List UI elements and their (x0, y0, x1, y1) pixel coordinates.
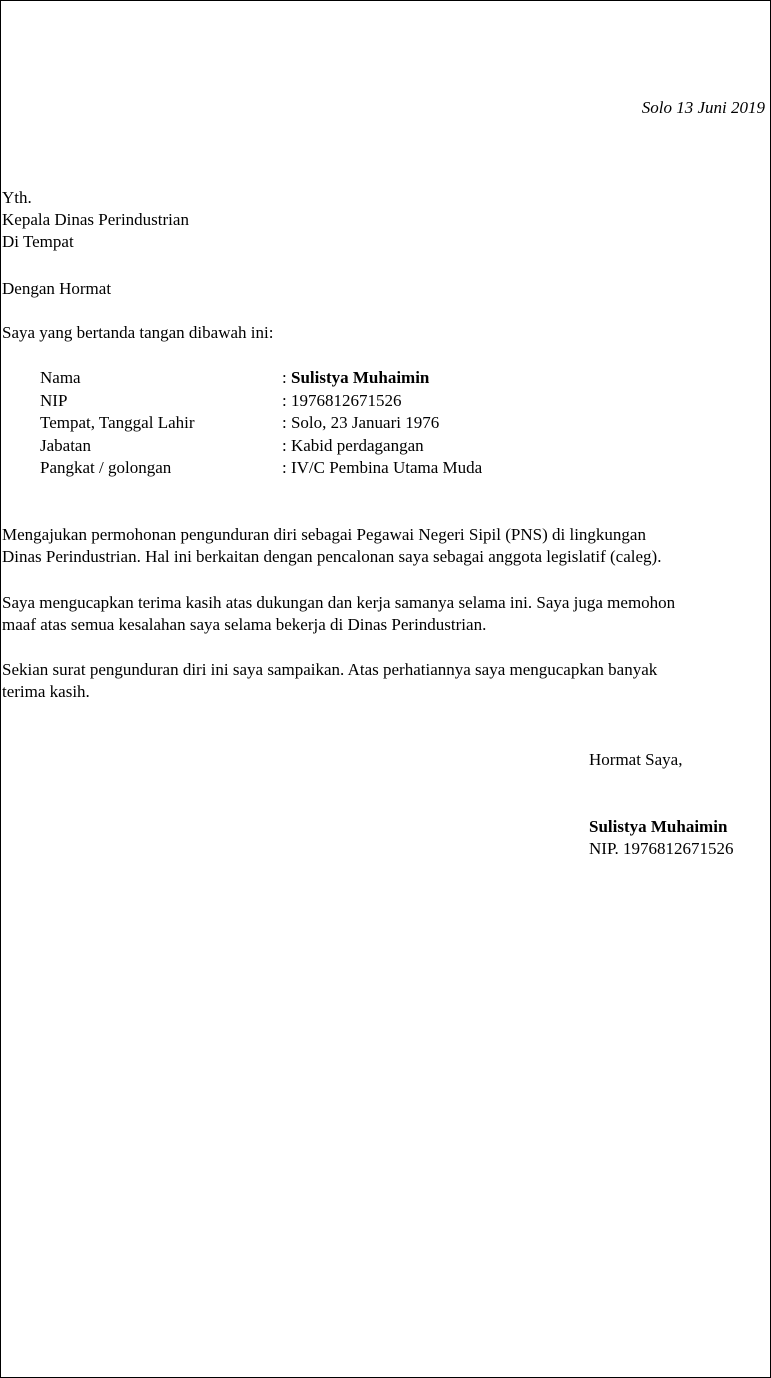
identity-row-birth (40, 412, 540, 435)
signature-nip: NIP. 1976812671526 (589, 839, 734, 858)
paragraph-line: Saya mengucapkan terima kasih atas dukungan dan kerja samanya selama ini. Saya juga memohon (2, 593, 676, 612)
greeting: Dengan Hormat (2, 279, 112, 298)
identity-name-bold: Sulistya Muhaimin (290, 368, 430, 387)
identity-label: Nama (40, 368, 81, 387)
paragraph-line: Dinas Perindustrian. Hal ini berkaitan dengan pencalonan saya sebagai anggota legislatif (caleg). (2, 547, 662, 566)
identity-label: Pangkat / golongan (40, 458, 172, 477)
recipient-line-3: Di Tempat (2, 232, 74, 251)
identity-row-position (40, 435, 540, 458)
closing-salutation: Hormat Saya, (589, 750, 683, 769)
paragraph-thanks (2, 592, 675, 636)
identity-row-nip (40, 390, 540, 413)
recipient-line-1: Yth. (2, 188, 32, 207)
identity-value: : Kabid perdagangan (282, 435, 424, 455)
recipient-block (2, 187, 189, 253)
paragraph-line: Mengajukan permohonan pengunduran diri sebagai Pegawai Negeri Sipil (PNS) di lingkungan (2, 525, 646, 544)
identity-label: NIP (40, 390, 68, 410)
intro-text: Saya yang bertanda tangan dibawah ini: (2, 323, 274, 342)
signature-name: Sulistya Muhaimin (589, 817, 728, 836)
identity-row-rank (40, 457, 540, 480)
paragraph-closing (2, 659, 657, 703)
paragraph-line: Sekian surat pengunduran diri ini saya sampaikan. Atas perhatiannya saya mengucapkan banyak (2, 660, 658, 679)
identity-label: Jabatan (40, 435, 91, 455)
identity-value: : Sulistya Muhaimin (282, 368, 430, 387)
identity-value: : Solo, 23 Januari 1976 (282, 413, 440, 432)
identity-table (40, 367, 540, 480)
paragraph-resignation (2, 524, 661, 568)
paragraph-line: maaf atas semua kesalahan saya selama bekerja di Dinas Perindustrian. (2, 615, 487, 634)
identity-value: : 1976812671526 (282, 390, 402, 410)
identity-value: : IV/C Pembina Utama Muda (282, 458, 483, 477)
recipient-line-2: Kepala Dinas Perindustrian (2, 210, 189, 229)
identity-row-name (40, 367, 540, 390)
paragraph-line: terima kasih. (2, 682, 90, 701)
identity-label: Tempat, Tanggal Lahir (40, 413, 195, 432)
letter-date: Solo 13 Juni 2019 (641, 98, 765, 117)
